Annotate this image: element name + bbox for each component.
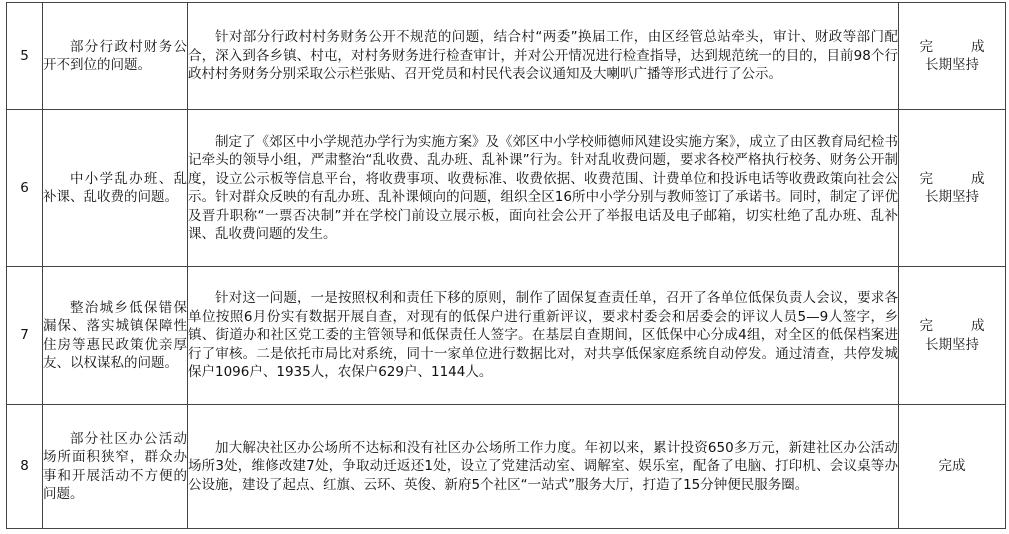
status-cell [899,110,1006,267]
measure-cell [188,405,899,529]
row-number: 5 [7,3,43,110]
measure-text: 加大解决社区办公场所不达标和没有社区办公场所工作力度。年初以来，累计投资650多万元，新建社区办公活动场所3处，维修改建7处，争取动迁返还1处，设立了党建活动室、调解室、娱乐室，配备了电脑、打印机、会议桌等办公设施，建设了起点、红旗、云环、英俊、新府5个社区“一站式”服务大厅，打造了15分钟便民服务圈。 [188,439,898,493]
table-row [7,267,1006,405]
status-note: 长期坚持 [925,336,979,353]
status-cell [899,405,1006,529]
issue-text: 中小学乱办班、乱补课、乱收费的问题。 [43,170,187,205]
status-note: 长期坚持 [925,57,979,73]
measure-cell [188,267,899,405]
issue-cell [43,3,188,110]
status-char-2: 成 [971,38,985,55]
status-char-2: 成 [971,170,985,187]
measures-table [6,2,1006,529]
row-number: 7 [7,267,43,405]
issue-text: 部分社区办公活动场所面积狭窄，群众办事和开展活动不方便的问题。 [43,430,187,502]
row-number: 8 [7,405,43,529]
issue-cell [43,110,188,267]
status-char-1: 完 [919,38,933,55]
measure-text: 针对这一问题，一是按照权利和责任下移的原则，制作了固保复查责任单，召开了各单位低保负责人会议，要求各单位按照6月份实有数据开展自查，对现有的低保户进行重新评议，要求村委会和居委会的评议人员5—9人签字，乡镇、街道办和社区党工委的主管领导和低保责任人签字。在基层自查期间，区低保中心分成4组，对全区的低保档案进行了审核。二是依托市局比对系统，同十一家单位进行数据比对，对共享低保家庭系统自动停发。通过清查，共停发城保户1096户、1935人，农保户629户、1144人。 [188,290,898,381]
table-row [7,110,1006,267]
measure-text: 针对部分行政村村务财务公开不规范的问题，结合村“两委”换届工作，由区经管总站牵头，审计、财政等部门配合，深入到各乡镇、村屯，对村务财务进行检查审计，并对公开情况进行检查指导，达到规范统一的目的，目前98个行政村村务财务分别采取公示栏张贴、召开党员和村民代表会议通知及大喇叭广播等形式进行了公示。 [188,29,898,83]
row-number: 6 [7,110,43,267]
table-row [7,3,1006,110]
status-cell [899,3,1006,110]
status-char-1: 完 [919,318,933,334]
status-cell [899,267,1006,405]
issue-text: 整治城乡低保错保漏保、落实城镇保障性住房等惠民政策优亲厚友、以权谋私的问题。 [43,299,187,371]
measure-cell [188,3,899,110]
status-text: 完成 [938,458,966,475]
status-char-1: 完 [919,170,933,187]
measure-text: 制定了《郊区中小学规范办学行为实施方案》及《郊区中小学校师德师风建设实施方案》，成立了由区教育局纪检书记牵头的领导小组，严肃整治“乱收费、乱办班、乱补课”行为。针对乱收费问题，要求各校严格执行校务、财务公开制度，设立公示板等信息平台，将收费事项、收费标准、收费依据、收费范围、计费单位和投诉电话等收费政策向社会公示。针对群众反映的有乱办班、乱补课倾向的问题，组织全区16所中小学分别与教师签订了承诺书。同时，制定了评优及晋升职称“一票否决制”并在学校门前设立展示板，面向社会公开了举报电话及电子邮箱，切实杜绝了乱办班、乱补课、乱收费问题的发生。 [188,133,898,242]
status-char-2: 成 [971,318,985,334]
issue-cell [43,267,188,405]
issue-text: 部分行政村财务公开不到位的问题。 [43,38,187,73]
table-row [7,405,1006,529]
issue-cell [43,405,188,529]
measure-cell [188,110,899,267]
status-note: 长期坚持 [925,189,979,205]
